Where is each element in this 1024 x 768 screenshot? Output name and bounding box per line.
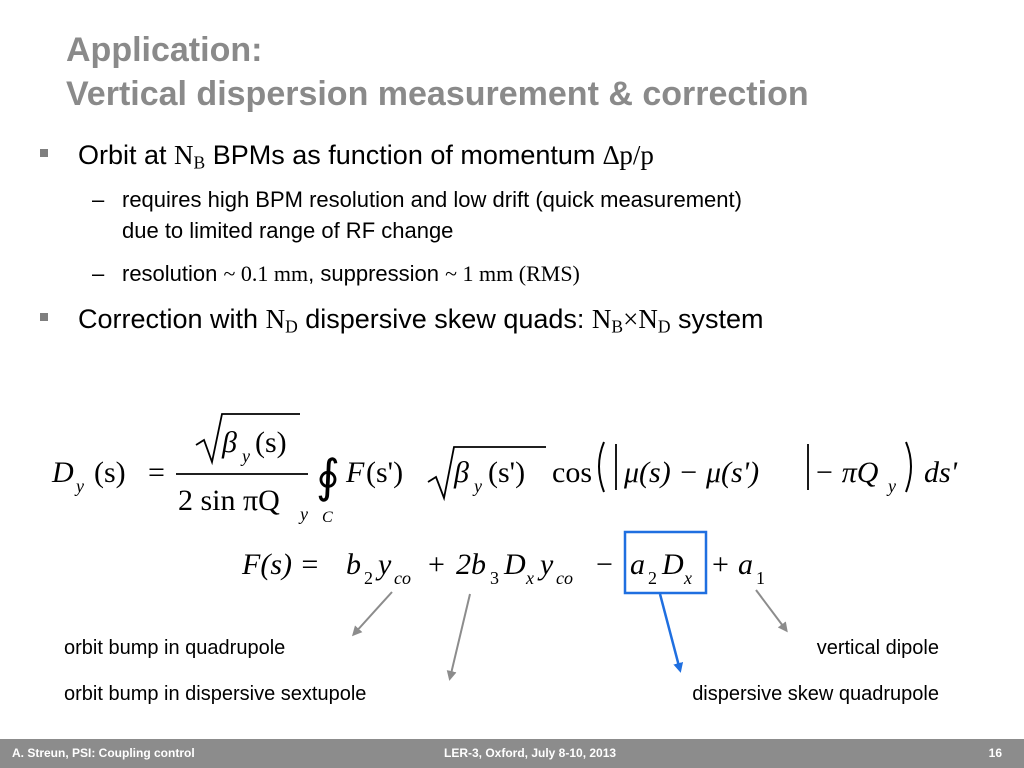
eq1-beta-1-sub: y <box>242 446 250 466</box>
eq1-minus-piq: − πQ <box>814 456 879 489</box>
nb-symbol: $N_B$ <box>174 140 206 173</box>
eq1-ds: ds' <box>924 456 958 489</box>
bullet-correction-text-3: system <box>670 304 764 334</box>
eq1-F: F <box>346 456 365 489</box>
eq1-D: D <box>52 456 74 489</box>
page-number: 16 <box>988 746 1002 760</box>
eq1-denominator: 2 sin πQ <box>178 484 280 517</box>
footer-event: LER-3, Oxford, July 8-10, 2013 <box>444 746 617 760</box>
eq2-y2: y <box>540 548 554 581</box>
eq1-y-sub: y <box>76 476 84 496</box>
eq1-integral-c: C <box>322 509 333 526</box>
eq1-F-arg: (s') <box>366 456 404 489</box>
footer-bar <box>0 739 1024 768</box>
bullet-orbit-text-2: BPMs as function of momentum <box>205 140 603 170</box>
dash-marker: – <box>92 187 105 212</box>
sub-bullet-1-line-1: requires high BPM resolution and low drift (quick measurement) <box>122 187 742 212</box>
eq2-plus-2: + <box>712 548 729 581</box>
title-line-1: Application: <box>66 31 263 69</box>
eq2-2b3: 2b <box>456 548 486 581</box>
label-dipole: vertical dipole <box>816 637 939 659</box>
arrow-dipole <box>756 590 786 630</box>
suppression-label: , suppression <box>308 261 446 286</box>
arrow-skew-quad <box>660 594 680 670</box>
eq1-integral: ∮ <box>316 451 340 502</box>
eq2-Dx-2: D <box>662 548 684 581</box>
eq2-x-sub-2: x <box>684 568 692 588</box>
label-sextupole: orbit bump in dispersive sextupole <box>64 683 367 705</box>
eq1-beta-1-arg: (s) <box>255 426 287 459</box>
dash-marker: – <box>92 261 105 286</box>
nd-symbol: $N_D$ <box>265 304 298 337</box>
eq1-beta-2: β <box>454 456 469 489</box>
eq1-s-arg: (s) <box>94 456 126 489</box>
eq1-cos: cos <box>552 456 592 489</box>
label-quadrupole: orbit bump in quadrupole <box>64 637 286 659</box>
eq2-co1: co <box>394 568 411 588</box>
eq2-x-sub-1: x <box>526 568 534 588</box>
eq1-paren-close <box>906 442 911 492</box>
eq1-q-sub: y <box>888 476 896 496</box>
bullet-correction-text-2: dispersive skew quads: <box>297 304 592 334</box>
eq2-a1: a <box>738 548 753 581</box>
eq2-plus-1: + <box>428 548 445 581</box>
eq2-b3-sub: 3 <box>490 568 499 588</box>
dp-symbol: ∆p/p <box>602 140 654 170</box>
eq1-mu-diff: μ(s) − μ(s') <box>624 456 760 489</box>
eq2-a2-sub: 2 <box>648 568 657 588</box>
eq2-b2-sub: 2 <box>364 568 373 588</box>
eq2-a1-sub: 1 <box>756 568 765 588</box>
eq1-beta-2-sub: y <box>474 476 482 496</box>
eq1-beta-2-arg: (s') <box>488 456 526 489</box>
arrow-quadrupole <box>354 592 392 634</box>
nb-times-nd: $N_B\times N_D$ <box>591 304 671 337</box>
sub-bullet-1-line-2: due to limited range of RF change <box>122 218 454 243</box>
eq1-equals: = <box>148 456 165 489</box>
eq2-a2: a <box>630 548 645 581</box>
eq1-sqrt-2 <box>428 447 546 498</box>
eq2-b2: b <box>346 548 361 581</box>
resolution-value: ~ 0.1 mm <box>223 261 309 286</box>
eq2-minus: − <box>596 548 613 581</box>
resolution-label: resolution <box>122 261 224 286</box>
eq1-paren-open <box>599 442 604 492</box>
bullet-correction-text: Correction with <box>78 304 266 334</box>
footer-author: A. Streun, PSI: Coupling control <box>12 746 195 760</box>
label-skew-quad: dispersive skew quadrupole <box>692 683 939 705</box>
eq1-beta-1: β <box>222 426 237 459</box>
eq2-y1: y <box>378 548 392 581</box>
eq2-lhs: F(s) = <box>242 548 320 581</box>
suppression-value: ~ 1 mm (RMS) <box>445 261 580 286</box>
title-line-2: Vertical dispersion measurement & correction <box>66 75 809 113</box>
eq1-denom-sub: y <box>300 504 308 524</box>
bullet-orbit-text: Orbit at <box>78 140 175 170</box>
eq2-co2: co <box>556 568 573 588</box>
arrow-sextupole <box>450 594 470 678</box>
eq2-Dx-1: D <box>504 548 526 581</box>
